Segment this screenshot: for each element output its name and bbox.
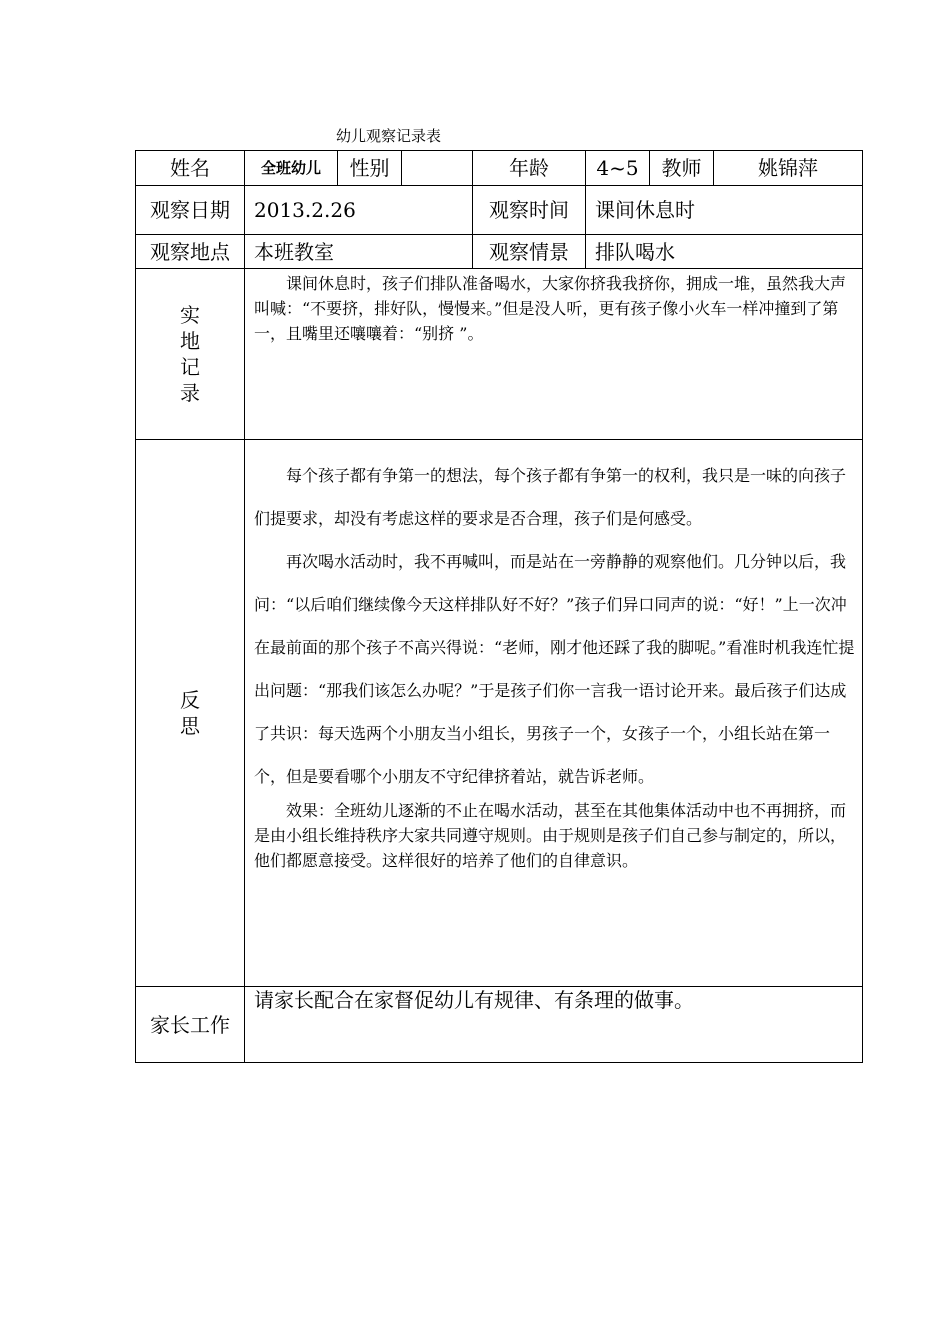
name-label: 姓名 [136, 151, 245, 186]
parent-row [136, 987, 863, 1063]
age-label: 年龄 [473, 151, 586, 186]
record-label-char: 实 [180, 303, 200, 327]
date-value: 2013.2.26 [245, 186, 473, 235]
parent-text: 请家长配合在家督促幼儿有规律、有条理的做事。 [245, 987, 863, 1063]
time-label: 观察时间 [473, 186, 586, 235]
date-label: 观察日期 [136, 186, 245, 235]
record-row [136, 269, 863, 440]
reflection-text [245, 440, 863, 987]
scene-value: 排队喝水 [586, 235, 863, 269]
record-text: 课间休息时，孩子们排队准备喝水，大家你挤我我挤你，拥成一堆，虽然我大声叫喊：“不要挤，排好队，慢慢来。”但是没人听，更有孩子像小火车一样冲撞到了第一，且嘴里还嚷嚷着：“别挤 ”。 [245, 269, 863, 440]
time-value: 课间休息时 [586, 186, 863, 235]
form-title: 幼儿观察记录表 [336, 127, 442, 145]
info-row-2 [136, 186, 863, 235]
record-label-char: 录 [180, 381, 200, 405]
reflection-row [136, 440, 863, 987]
info-row-1 [136, 151, 863, 186]
teacher-value: 姚锦萍 [714, 151, 863, 186]
gender-label: 性别 [338, 151, 402, 186]
gender-value [402, 151, 473, 186]
age-value: 4~5 [586, 151, 650, 186]
info-row-3 [136, 235, 863, 269]
scene-label: 观察情景 [473, 235, 586, 269]
teacher-label: 教师 [650, 151, 714, 186]
reflection-label [136, 440, 245, 987]
place-value: 本班教室 [245, 235, 473, 269]
record-label-char: 记 [180, 355, 200, 379]
name-value: 全班幼儿 [245, 151, 338, 186]
record-label [136, 269, 245, 440]
reflection-paragraph: 效果：全班幼儿逐渐的不止在喝水活动，甚至在其他集体活动中也不再拥挤，而是由小组长维持秩序大家共同遵守规则。由于规则是孩子们自己参与制定的，所以，他们都愿意接受。这样很好的培养了他们的自律意识。 [254, 801, 847, 870]
reflection-label-char: 思 [180, 714, 200, 738]
reflection-label-char: 反 [180, 688, 200, 712]
place-label: 观察地点 [136, 235, 245, 269]
record-label-char: 地 [180, 329, 200, 353]
observation-table [135, 150, 863, 1063]
parent-label: 家长工作 [136, 987, 245, 1063]
reflection-paragraph: 再次喝水活动时，我不再喊叫，而是站在一旁静静的观察他们。几分钟以后，我问：“以后咱们继续像今天这样排队好不好？”孩子们异口同声的说：“好！”上一次冲在最前面的那个孩子不高兴得说：“老师，刚才他还踩了我的脚呢。”看准时机我连忙提出问题：“那我们该怎么办呢？”于是孩子们你一言我一语讨论开来。最后孩子们达成了共识：每天选两个小朋友当小组长，男孩子一个，女孩子一个，小组长站在第一个，但是要看哪个小朋友不守纪律挤着站，就告诉老师。 [254, 552, 855, 786]
reflection-paragraph: 每个孩子都有争第一的想法，每个孩子都有争第一的权利，我只是一味的向孩子们提要求，却没有考虑这样的要求是否合理，孩子们是何感受。 [254, 466, 847, 528]
